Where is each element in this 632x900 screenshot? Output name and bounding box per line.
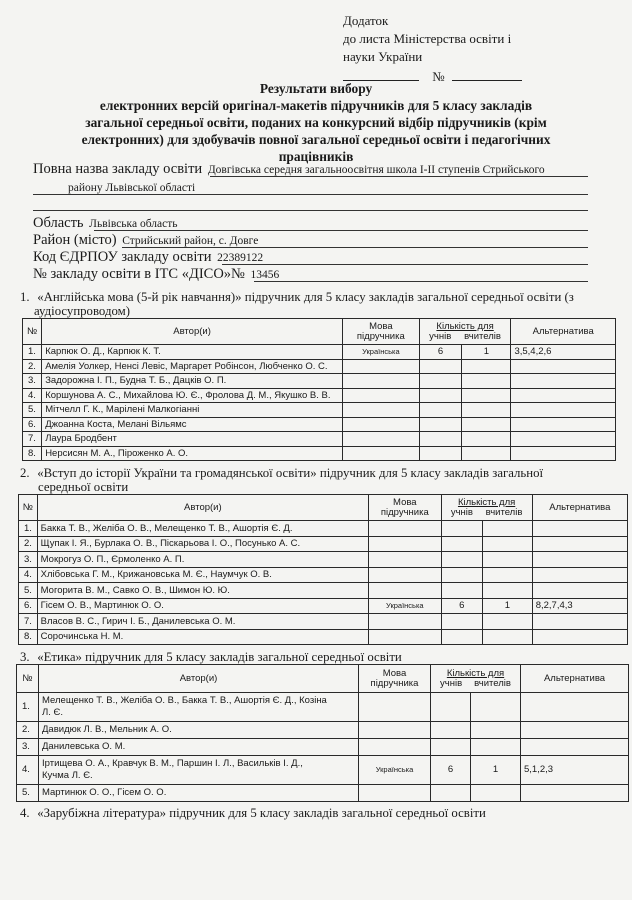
row-language bbox=[369, 629, 442, 645]
row-teachers bbox=[482, 552, 532, 568]
table-row bbox=[19, 536, 628, 552]
table-row bbox=[19, 629, 628, 645]
row-author: Сорочинська Н. М. bbox=[37, 629, 368, 645]
row-alternative bbox=[532, 567, 627, 583]
row-language bbox=[342, 403, 419, 418]
row-number: 6. bbox=[23, 417, 42, 432]
field-its bbox=[33, 265, 279, 284]
row-author: Власов В. С., Гирич І. Б., Данилевська О. М. bbox=[37, 614, 368, 630]
row-language: Українська bbox=[369, 598, 442, 614]
row-alternative bbox=[521, 721, 629, 738]
section-caption-line-1: «Вступ до історії України та громадянської освіти» підручник для 5 класу закладів загальної bbox=[37, 466, 544, 480]
header-number: № bbox=[19, 495, 38, 521]
row-number: 4. bbox=[17, 755, 39, 784]
section-number: 2. bbox=[20, 466, 30, 480]
row-number: 5. bbox=[23, 403, 42, 418]
row-students: 6 bbox=[431, 755, 471, 784]
row-students bbox=[431, 784, 471, 801]
header-quantity-title: Кількість для bbox=[436, 320, 494, 332]
row-number: 2. bbox=[19, 536, 38, 552]
header-language-line-1: Мова bbox=[382, 667, 407, 679]
row-author: Могорита В. М., Савко О. В., Шимон Ю. Ю. bbox=[37, 583, 368, 599]
full-name-underline bbox=[210, 176, 588, 177]
table-row bbox=[17, 721, 629, 738]
row-teachers bbox=[462, 432, 511, 447]
title-line-5: працівників bbox=[278, 149, 354, 164]
row-number: 5. bbox=[19, 583, 38, 599]
header-number: № bbox=[23, 319, 42, 345]
row-students bbox=[419, 374, 462, 389]
header-quantity-sub bbox=[423, 332, 508, 342]
header-alternative: Альтернатива bbox=[532, 495, 627, 521]
row-number: 8. bbox=[19, 629, 38, 645]
row-students bbox=[419, 359, 462, 374]
table-row bbox=[19, 567, 628, 583]
row-author-line-2: Кучма Л. Є. bbox=[42, 769, 93, 781]
row-students: 6 bbox=[441, 598, 482, 614]
row-teachers: 1 bbox=[471, 755, 521, 784]
title-line-4: електронних) для здобувачів повної загальної середньої освіти і педагогічних bbox=[81, 132, 551, 147]
section-number: 4. bbox=[20, 806, 30, 820]
row-number: 8. bbox=[23, 446, 42, 461]
full-name-value-cont: району Львівської області bbox=[68, 182, 196, 194]
table-header-row bbox=[19, 495, 628, 521]
row-teachers bbox=[471, 738, 521, 755]
header-language-line-2: підручника bbox=[380, 506, 429, 518]
row-number: 2. bbox=[23, 359, 42, 374]
row-alternative bbox=[511, 403, 616, 418]
textbook-table-ethics bbox=[16, 664, 629, 802]
row-language bbox=[342, 374, 419, 389]
row-language: Українська bbox=[359, 755, 431, 784]
header-quantity-sub bbox=[434, 679, 517, 689]
row-teachers bbox=[482, 567, 532, 583]
row-students bbox=[419, 446, 462, 461]
row-alternative: 8,2,7,4,3 bbox=[532, 598, 627, 614]
header-teachers: вчителів bbox=[474, 677, 511, 689]
table-row bbox=[17, 693, 629, 722]
section-2-caption bbox=[20, 466, 543, 481]
full-name-label: Повна назва закладу освіти bbox=[33, 161, 203, 177]
row-language: Українська bbox=[342, 345, 419, 360]
row-teachers bbox=[482, 521, 532, 537]
row-author: Мокрогуз О. П., Єрмоленко А. П. bbox=[37, 552, 368, 568]
row-number: 7. bbox=[23, 432, 42, 447]
table-row bbox=[19, 552, 628, 568]
section-number: 1. bbox=[20, 290, 30, 304]
row-number: 3. bbox=[19, 552, 38, 568]
region-label: Область bbox=[33, 215, 84, 231]
row-author: Карпюк О. Д., Карпюк К. Т. bbox=[42, 345, 343, 360]
row-students bbox=[419, 432, 462, 447]
table-row bbox=[19, 598, 628, 614]
row-number: 1. bbox=[17, 693, 39, 722]
row-author: Нерсисян М. А., Піроженко А. О. bbox=[42, 446, 343, 461]
row-teachers bbox=[462, 417, 511, 432]
row-students bbox=[441, 552, 482, 568]
table-row bbox=[23, 388, 616, 403]
blank-underline bbox=[33, 210, 588, 211]
row-alternative bbox=[532, 614, 627, 630]
header-language bbox=[359, 665, 431, 693]
district-value: Стрийський район, с. Довге bbox=[122, 235, 259, 247]
row-teachers bbox=[482, 629, 532, 645]
full-name-underline-2 bbox=[33, 194, 588, 195]
row-language bbox=[342, 359, 419, 374]
header-quantity-title: Кількість для bbox=[446, 667, 505, 679]
header-author: Автор(и) bbox=[39, 665, 359, 693]
row-number: 4. bbox=[19, 567, 38, 583]
row-number: 6. bbox=[19, 598, 38, 614]
row-students: 6 bbox=[419, 345, 462, 360]
row-teachers bbox=[482, 536, 532, 552]
row-students bbox=[419, 417, 462, 432]
row-alternative bbox=[532, 536, 627, 552]
header-language-line-2: підручника bbox=[370, 677, 419, 689]
row-students bbox=[441, 583, 482, 599]
row-students bbox=[431, 693, 471, 722]
table-row bbox=[23, 403, 616, 418]
table-row bbox=[19, 521, 628, 537]
row-alternative bbox=[511, 388, 616, 403]
row-author: Хлібовська Г. М., Крижановська М. Є., Наумчук О. В. bbox=[37, 567, 368, 583]
district-label: Район (місто) bbox=[33, 232, 117, 248]
row-language bbox=[342, 446, 419, 461]
header-students: учнів bbox=[440, 677, 463, 689]
row-language bbox=[342, 417, 419, 432]
section-caption-line-1: «Етика» підручник для 5 класу закладів загальної середньої освіти bbox=[37, 650, 402, 664]
row-number: 4. bbox=[23, 388, 42, 403]
table-row bbox=[17, 738, 629, 755]
row-author-line-1: Мартинюк О. О., Гісем О. О. bbox=[42, 786, 167, 798]
header-number: № bbox=[17, 665, 39, 693]
table-row bbox=[17, 755, 629, 784]
row-teachers bbox=[482, 614, 532, 630]
header-language bbox=[369, 495, 442, 521]
textbook-table-history bbox=[18, 494, 628, 645]
region-value: Львівська область bbox=[89, 218, 178, 230]
row-students bbox=[431, 721, 471, 738]
edrpou-label: Код ЄДРПОУ закладу освіти bbox=[33, 249, 212, 265]
row-author-line-1: Данилевська О. М. bbox=[42, 740, 126, 752]
header-author: Автор(и) bbox=[42, 319, 343, 345]
section-caption-line-1: «Англійська мова (5-й рік навчання)» підручник для 5 класу закладів загальної середньої освіти (з bbox=[37, 290, 574, 304]
table-header-row bbox=[17, 665, 629, 693]
row-author-line-1: Мелещенко Т. В., Желіба О. В., Бакка Т. В., Ашортія Є. Д., Козіна bbox=[42, 694, 327, 706]
section-2-caption-cont bbox=[38, 480, 128, 495]
row-alternative bbox=[521, 784, 629, 801]
row-teachers: 1 bbox=[482, 598, 532, 614]
row-alternative bbox=[521, 693, 629, 722]
row-author: Амелія Уолкер, Ненсі Левіс, Маргарет Робінсон, Любченко О. С. bbox=[42, 359, 343, 374]
table-row bbox=[23, 345, 616, 360]
row-teachers bbox=[462, 446, 511, 461]
header-quantity-title: Кількість для bbox=[457, 496, 516, 508]
header-students: учнів bbox=[429, 330, 452, 342]
section-caption-line-2: аудіосупроводом) bbox=[34, 304, 130, 318]
row-language bbox=[359, 738, 431, 755]
section-caption-line-1: «Зарубіжна література» підручник для 5 класу закладів загальної середньої освіти bbox=[37, 806, 486, 820]
header-language-line-2: підручника bbox=[356, 330, 405, 342]
header-students: учнів bbox=[450, 506, 473, 518]
row-author: Бакка Т. В., Желіба О. В., Мелещенко Т. В., Ашортія Є. Д. bbox=[37, 521, 368, 537]
row-alternative bbox=[511, 374, 616, 389]
table-row bbox=[19, 614, 628, 630]
edrpou-value: 22389122 bbox=[217, 252, 264, 264]
row-number: 3. bbox=[17, 738, 39, 755]
row-author bbox=[39, 693, 359, 722]
section-1-caption-cont bbox=[34, 304, 130, 319]
row-language bbox=[359, 721, 431, 738]
addendum-block bbox=[343, 12, 522, 86]
row-number: 3. bbox=[23, 374, 42, 389]
addendum-line-3: науки України bbox=[343, 49, 423, 64]
row-alternative bbox=[532, 629, 627, 645]
table-row bbox=[23, 359, 616, 374]
row-author bbox=[39, 738, 359, 755]
section-number: 3. bbox=[20, 650, 30, 664]
row-alternative bbox=[532, 552, 627, 568]
row-teachers bbox=[462, 403, 511, 418]
header-quantity bbox=[431, 665, 521, 693]
row-students bbox=[441, 567, 482, 583]
table-row bbox=[23, 374, 616, 389]
header-quantity bbox=[419, 319, 511, 345]
row-author bbox=[39, 784, 359, 801]
textbook-table-english bbox=[22, 318, 616, 461]
row-language bbox=[369, 552, 442, 568]
row-language bbox=[342, 388, 419, 403]
header-quantity-sub bbox=[445, 508, 529, 518]
row-alternative bbox=[511, 446, 616, 461]
row-author bbox=[39, 721, 359, 738]
row-students bbox=[441, 521, 482, 537]
header-teachers: вчителів bbox=[464, 330, 501, 342]
header-alternative: Альтернатива bbox=[511, 319, 616, 345]
row-teachers bbox=[482, 583, 532, 599]
row-students bbox=[431, 738, 471, 755]
section-caption-line-2: середньої освіти bbox=[38, 480, 129, 494]
addendum-line-1: Додаток bbox=[343, 13, 389, 28]
row-students bbox=[441, 614, 482, 630]
row-author bbox=[39, 755, 359, 784]
its-label: № закладу освіти в ІТС «ДІСО»№ bbox=[33, 266, 245, 282]
row-teachers: 1 bbox=[462, 345, 511, 360]
row-number: 5. bbox=[17, 784, 39, 801]
row-alternative bbox=[521, 738, 629, 755]
row-language bbox=[359, 693, 431, 722]
row-author: Джоанна Коста, Мелані Вільямс bbox=[42, 417, 343, 432]
header-quantity bbox=[441, 495, 532, 521]
header-language bbox=[342, 319, 419, 345]
row-language bbox=[369, 614, 442, 630]
row-alternative bbox=[532, 521, 627, 537]
table-row bbox=[23, 432, 616, 447]
row-author: Гісем О. В., Мартинюк О. О. bbox=[37, 598, 368, 614]
row-students bbox=[419, 403, 462, 418]
row-alternative bbox=[511, 417, 616, 432]
row-students bbox=[419, 388, 462, 403]
row-teachers bbox=[462, 359, 511, 374]
row-number: 1. bbox=[19, 521, 38, 537]
full-name-value: Довгівська середня загальноосвітня школа І-ІІ ступенів Стрийського bbox=[207, 164, 545, 176]
header-author: Автор(и) bbox=[37, 495, 368, 521]
section-1-caption bbox=[20, 290, 574, 305]
document-title bbox=[10, 80, 622, 165]
row-alternative bbox=[511, 432, 616, 447]
header-language-line-1: Мова bbox=[369, 320, 393, 332]
table-header-row bbox=[23, 319, 616, 345]
number-sign: № bbox=[432, 69, 445, 84]
row-teachers bbox=[462, 388, 511, 403]
table-row bbox=[23, 417, 616, 432]
row-teachers bbox=[471, 721, 521, 738]
title-line-1: Результати вибору bbox=[259, 81, 373, 96]
table-row bbox=[23, 446, 616, 461]
header-language-line-1: Мова bbox=[393, 496, 417, 508]
row-number: 1. bbox=[23, 345, 42, 360]
row-author: Лаура Бродбент bbox=[42, 432, 343, 447]
section-3-caption bbox=[20, 650, 402, 665]
row-language bbox=[369, 583, 442, 599]
row-teachers bbox=[471, 693, 521, 722]
section-4-caption bbox=[20, 806, 486, 821]
row-teachers bbox=[462, 374, 511, 389]
row-language bbox=[369, 521, 442, 537]
row-author-line-1: Давидюк Л. В., Мельник А. О. bbox=[42, 723, 172, 735]
row-number: 2. bbox=[17, 721, 39, 738]
table-row bbox=[17, 784, 629, 801]
its-value: 13456 bbox=[250, 269, 280, 281]
addendum-line-2: до листа Міністерства освіти і bbox=[343, 31, 512, 46]
row-language bbox=[369, 567, 442, 583]
row-students bbox=[441, 629, 482, 645]
row-teachers bbox=[471, 784, 521, 801]
header-teachers: вчителів bbox=[485, 506, 523, 518]
row-language bbox=[359, 784, 431, 801]
row-author: Задорожна І. П., Будна Т. Б., Дацків О. П. bbox=[42, 374, 343, 389]
row-author-line-2: Л. Є. bbox=[42, 706, 63, 718]
row-language bbox=[342, 432, 419, 447]
row-students bbox=[441, 536, 482, 552]
header-alternative: Альтернатива bbox=[521, 665, 629, 693]
row-author: Мітчелл Г. К., Марілені Малкогіанні bbox=[42, 403, 343, 418]
its-underline bbox=[254, 281, 588, 282]
row-author: Щупак І. Я., Бурлака О. В., Піскарьова І. О., Посунько А. С. bbox=[37, 536, 368, 552]
row-author-line-1: Іртищева О. А., Кравчук В. М., Паршин І. Л., Васильків І. Д., bbox=[42, 757, 303, 769]
row-alternative bbox=[511, 359, 616, 374]
title-line-2: електронних версій оригінал-макетів підручників для 5 класу закладів bbox=[99, 98, 533, 113]
row-language bbox=[369, 536, 442, 552]
row-alternative bbox=[532, 583, 627, 599]
row-alternative: 5,1,2,3 bbox=[521, 755, 629, 784]
title-line-3: загальної середньої освіти, поданих на конкурсний відбір підручників (крім bbox=[85, 115, 547, 130]
row-alternative: 3,5,4,2,6 bbox=[511, 345, 616, 360]
row-number: 7. bbox=[19, 614, 38, 630]
table-row bbox=[19, 583, 628, 599]
row-author: Коршунова А. С., Михайлова Ю. Є., Фролова Д. М., Якушко В. В. bbox=[42, 388, 343, 403]
